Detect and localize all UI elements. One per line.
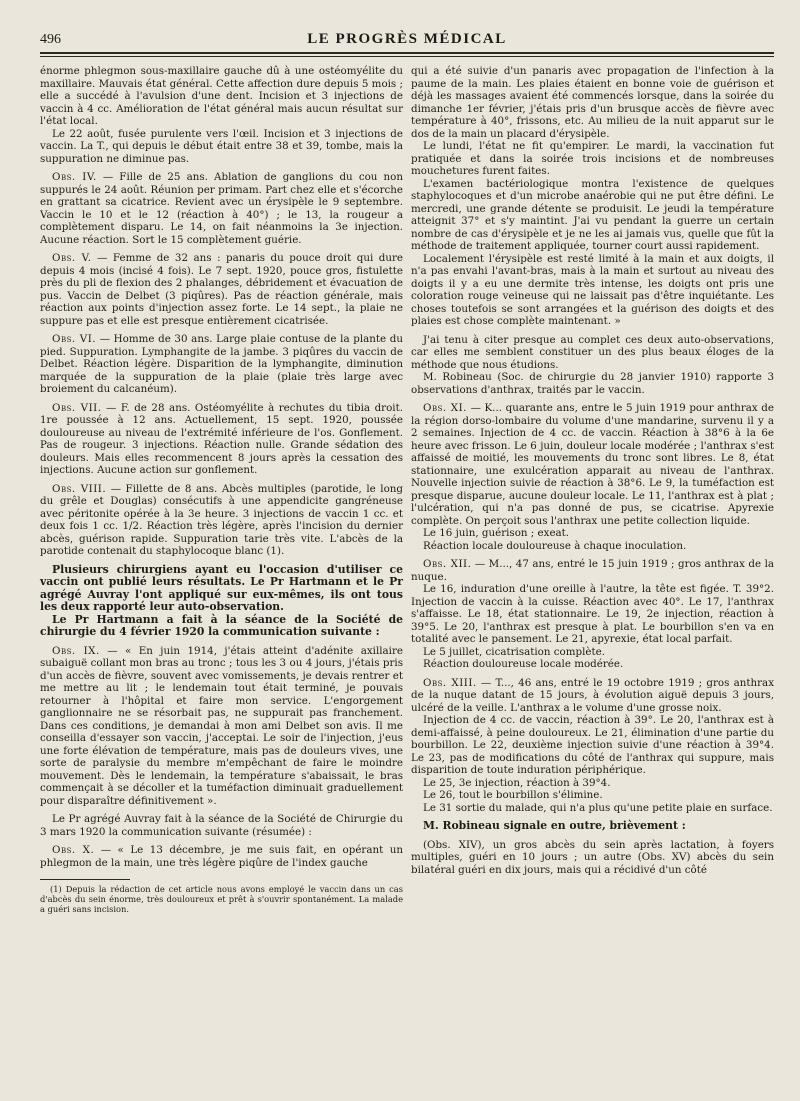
observation-label: Obs. X. (52, 844, 95, 856)
paragraph (411, 839, 774, 877)
paragraph (411, 583, 774, 646)
paragraph-text: Réaction douloureuse locale modérée. (423, 658, 624, 670)
paragraph (411, 789, 774, 802)
observation-label: Obs. V. (52, 252, 92, 264)
paragraph-text: L'examen bactériologique montra l'existence de quelques staphylocoques et d'un microbe anaérobie qui ne put être défini. Le mercredi, une grande détente se produisit. Le jeudi la température atteignit 37° et s'y maintint. J'ai vu pendant la guerre un certain nombre de cas d'érysipèle et je ne les ai jamais vus, quelle que fût la méthode de traitement appliquée, tourner court aussi rapidement. (411, 177, 774, 252)
paragraph-text: — K... quarante ans, entre le 5 juin 1919 pour anthrax de la région dorso-lombaire du volume d'une mandarine, survenu il y a 2 semaines. Injection de 4 cc. de vaccin. Réaction à 38°6 à la 6e heure avec frisson. Le 6 juin, douleur locale modérée ; l'anthrax s'est affaissé de moitié, les mouvements du tronc sont libres. Le 8, état stationnaire, une exulcération apparait au niveau de l'anthrax. Nouvelle injection suivie de réaction à 38°6. Le 9, la tuméfaction est presque disparue, aucune douleur locale. Le 11, l'anthrax est à plat ; l'ulcération, qui n'a pas donné de pus, se cicatrise. Apyrexie complète. On perçoit sous l'anthrax une petite collection liquide. (411, 402, 774, 527)
paragraph (411, 802, 774, 815)
paragraph (411, 65, 774, 140)
paragraph-text: Réaction locale douloureuse à chaque inoculation. (423, 539, 687, 552)
paragraph (40, 564, 403, 614)
paragraph (40, 402, 403, 477)
paragraph (40, 252, 403, 327)
observation-label: Obs. VIII. (52, 482, 107, 495)
paragraph (411, 371, 774, 396)
observation-label: Obs. XI. (423, 402, 467, 414)
paragraph (411, 820, 774, 833)
paragraph (411, 527, 774, 540)
paragraph-text: Le 16, induration d'une oreille à l'autre, la tête est figée. T. 39°2. Injection de vaccin à la cuisse. Réaction avec 40°. Le 17, l'anthrax s'affaisse. Le 18, état stationnaire. Le 19, 2e injection, réaction à 39°5. Le 20, l'anthrax est presque à plat. Le bourbillon s'en va en totalité avec le pansement. Le 21, apyrexie, état local parfait. (411, 583, 774, 645)
right-column (411, 65, 774, 914)
footnote-rule (40, 879, 130, 880)
observation-label: Obs. IV. (52, 171, 97, 183)
left-column (40, 65, 403, 914)
journal-title: LE PROGRÈS MÉDICAL (307, 31, 507, 47)
paragraph-text: Le 5 juillet, cicatrisation complète. (423, 645, 606, 658)
observation-label: Obs. VI. (52, 333, 97, 345)
header-rule (40, 52, 774, 54)
paragraph-text: Localement l'érysipèle est resté limité à la main et aux doigts, il n'a pas envahi l'avant-bras, mais à la main et surtout au niveau des doigts il y a eu une dermite très intense, les doigts ont pris une coloration rouge veineuse qui ne laissait pas d'être inquiétante. Les choses toutefois se sont arrangées et la guérison des doigts et des plaies est chose complète maintenant. » (411, 252, 774, 327)
paragraph (411, 677, 774, 715)
paragraph (411, 540, 774, 553)
paragraph-text: Le 31 sortie du malade, qui n'a plus qu'une petite plaie en surface. (423, 801, 773, 814)
paragraph (40, 614, 403, 639)
paragraph (40, 645, 403, 808)
paragraph-text: — Fille de 25 ans. Ablation de ganglions du cou non suppurés le 24 août. Réunion per primam. Part chez elle et s'écorche en grattant sa cicatrice. Revient avec un érysipèle le 9 septembre. Vaccin le 10 et le 12 (réaction à 40°) ; le 13, la rougeur a complètement disparu. Le 14, on fait néanmoins la 3e injection. Aucune réaction. Sort le 15 complètement guérie. (40, 171, 403, 246)
text-columns (40, 65, 774, 914)
paragraph-text: qui a été suivie d'un panaris avec propagation de l'infection à la paume de la main. Les plaies étaient en bonne voie de guérison et déjà les massages avaient été commencés lorsque, dans la soirée du dimanche 1er février, j'étais pris d'un brusque accès de fièvre avec température à 40°, frissons, etc. Au milieu de la nuit apparut sur le dos de la main un placard d'érysipèle. (411, 65, 774, 140)
paragraph-text: — F. de 28 ans. Ostéomyélite à rechutes du tibia droit. 1re poussée à 12 ans. Actuellement, 15 sept. 1920, poussée douloureuse au niveau de l'extrémité inférieure de l'os. Gonflement. Pas de rougeur. 3 injections. Réaction nulle. Grande sédation des douleurs. Mais elles recommencent 8 jours après la cessation des injections. Aucune action sur gonflement. (40, 401, 403, 476)
paragraph-text: Injection de 4 cc. de vaccin, réaction à 39°. Le 20, l'anthrax est à demi-affaissé, à peine douloureux. Le 21, élimination d'une partie du bourbillon. Le 22, deuxième injection suivie d'une réaction à 39°4. Le 23, pas de modifications du côté de l'anthrax qui suppure, mais disparition de toute induration périphérique. (411, 714, 774, 776)
paragraph-text: Plusieurs chirurgiens ayant eu l'occasion d'utiliser ce vaccin ont publié leurs résultats. Le Pr Hartmann et le Pr agrégé Auvray l'ont appliqué sur eux-mêmes, ils ont tous les deux rapporté leur auto-observation. (40, 562, 403, 613)
observation-label: Obs. XIII. (423, 676, 477, 689)
observation-label: Obs. XII. (423, 558, 472, 570)
paragraph-text: Le Pr agrégé Auvray fait à la séance de la Société de Chirurgie du 3 mars 1920 la communication suivante (résumée) : (40, 813, 403, 838)
paragraph (411, 646, 774, 659)
paragraph-text: M. Robineau (Soc. de chirurgie du 28 janvier 1910) rapporte 3 observations d'anthrax, traités par le vaccin. (411, 371, 774, 396)
paragraph (40, 813, 403, 838)
observation-label: Obs. IX. (52, 644, 100, 657)
paragraph (411, 402, 774, 527)
paragraph-text: — Fillette de 8 ans. Abcès multiples (parotide, le long du grêle et Douglas) consécutifs à une appendicite gangréneuse avec péritonite opérée à la 3e heure. 3 injections de vaccin 1 cc. et deux fois 1 cc. 1/2. Réaction très légère, après l'incision du dernier abcès, guérison rapide. Suppuration tarie très vite. L'abcès de la parotide contenait du staphylocoque blanc (1). (40, 482, 404, 557)
paragraph (411, 140, 774, 178)
observation-label: Obs. VII. (52, 401, 102, 414)
footnote: (1) Depuis la rédaction de cet article nous avons employé le vaccin dans un cas d'abcès du sein énorme, très douloureux et prêt à s'ouvrir spontanément. La malade a guéri sans incision. (40, 884, 403, 914)
paragraph (40, 171, 403, 246)
page-header (40, 28, 774, 50)
paragraph (411, 558, 774, 583)
paragraph-text: — Femme de 32 ans : panaris du pouce droit qui dure depuis 4 mois (incisé 4 fois). Le 7 sept. 1920, pouce gros, fistulette près du pli de flexion des 2 phalanges, débridement et évacuation de pus. Vaccin de Delbet (3 piqûres). Pas de réaction générale, mais réaction aux points d'injection assez forte. Le 14 sept., la plaie ne suppure pas et elle est presque entièrement cicatrisée. (40, 252, 403, 327)
paragraph-text: Le lundi, l'état ne fit qu'empirer. Le mardi, la vaccination fut pratiquée et dans la soirée trois incisions et de nombreuses mouchetures furent faites. (411, 140, 774, 177)
paragraph-text: Le Pr Hartmann a fait à la séance de la Société de chirurgie du 4 février 1920 la communication suivante : (40, 612, 403, 638)
paragraph-text: — « Le 13 décembre, je me suis fait, en opérant un phlegmon de la main, une très légère piqûre de l'index gauche (40, 844, 404, 869)
header-rule-thin (40, 56, 774, 57)
paragraph (40, 844, 403, 869)
paragraph (40, 483, 403, 558)
paragraph-text: Le 26, tout le bourbillon s'élimine. (423, 789, 603, 801)
paragraph-text: (Obs. XIV), un gros abcès du sein après lactation, à foyers multiples, guéri en 10 jours ; un autre (Obs. XV) abcès du sein bilatéral guéri en dix jours, mais qui a récidivé d'un côté (411, 838, 774, 876)
paragraph (411, 178, 774, 253)
paragraph-text: — Homme de 30 ans. Large plaie contuse de la plante du pied. Suppuration. Lymphangite de la jambe. 3 piqûres du vaccin de Delbet. Réaction légère. Disparition de la lymphangite, diminution marquée de la suppuration de la plaie (plaie très large avec broiement du calcanéum). (40, 333, 403, 395)
paragraph (411, 714, 774, 777)
paragraph-text: Le 16 juin, guérison ; exeat. (423, 527, 570, 539)
paragraph-text: énorme phlegmon sous-maxillaire gauche dû à une ostéomyélite du maxillaire. Mauvais état général. Cette affection dure depuis 5 mois ; elle a succédé à l'avulsion d'une dent. Incision et 3 injections de vaccin à 4 cc. Amélioration de l'état général mais aucun résultat sur l'état local. (40, 65, 403, 127)
paragraph (40, 333, 403, 396)
paragraph (40, 128, 403, 166)
paragraph (411, 658, 774, 671)
paragraph (40, 65, 403, 128)
paragraph-text: — T..., 46 ans, entré le 19 octobre 1919 ; gros anthrax de la nuque datant de 15 jours, à évolution aiguë depuis 3 jours, ulcéré de la veille. L'anthrax a le volume d'une grosse noix. (411, 676, 775, 714)
paragraph-text: M. Robineau signale en outre, brièvement : (423, 819, 686, 832)
paragraph-text: Le 25, 3e injection, réaction à 39°4. (423, 776, 611, 789)
paragraph (411, 253, 774, 328)
paragraph (411, 777, 774, 790)
paragraph (411, 334, 774, 372)
paragraph-text: J'ai tenu à citer presque au complet ces deux auto-observations, car elles me semblent constituer un des plus beaux éloges de la méthode que nous étudions. (411, 333, 774, 371)
paragraph-text: — « En juin 1914, j'étais atteint d'adénite axillaire subaiguë collant mon bras au tronc ; tous les 3 ou 4 jours, j'étais pris d'un accès de fièvre, souvent avec vomissements, je devais rentrer et me mettre au lit ; le lendemain tout était terminé, je pouvais retourner à l'hôpital et faire mon service. L'engorgement ganglionnaire ne se résorbait pas, ne suppurait pas franchement. Dans ces conditions, je demandai à mon ami Delbet son avis. Il me conseilla d'essayer son vaccin, j'acceptai. Le soir de l'injection, j'eus une forte élévation de température, mais pas de douleurs vives, une sorte de paralysie du membre m'empêchant de faire le moindre mouvement. Dès le lendemain, la température s'abaissait, le bras commençait à se décoller et la tuméfaction diminuait graduellement pour disparaître définitivement ». (40, 644, 403, 807)
paragraph-text: — M..., 47 ans, entré le 15 juin 1919 ; gros anthrax de la nuque. (411, 558, 774, 583)
page-number: 496 (40, 32, 61, 47)
paragraph-text: Le 22 août, fusée purulente vers l'œil. Incision et 3 injections de vaccin. La T., qui depuis le début était entre 38 et 39, tombe, mais la suppuration ne diminue pas. (40, 127, 403, 165)
